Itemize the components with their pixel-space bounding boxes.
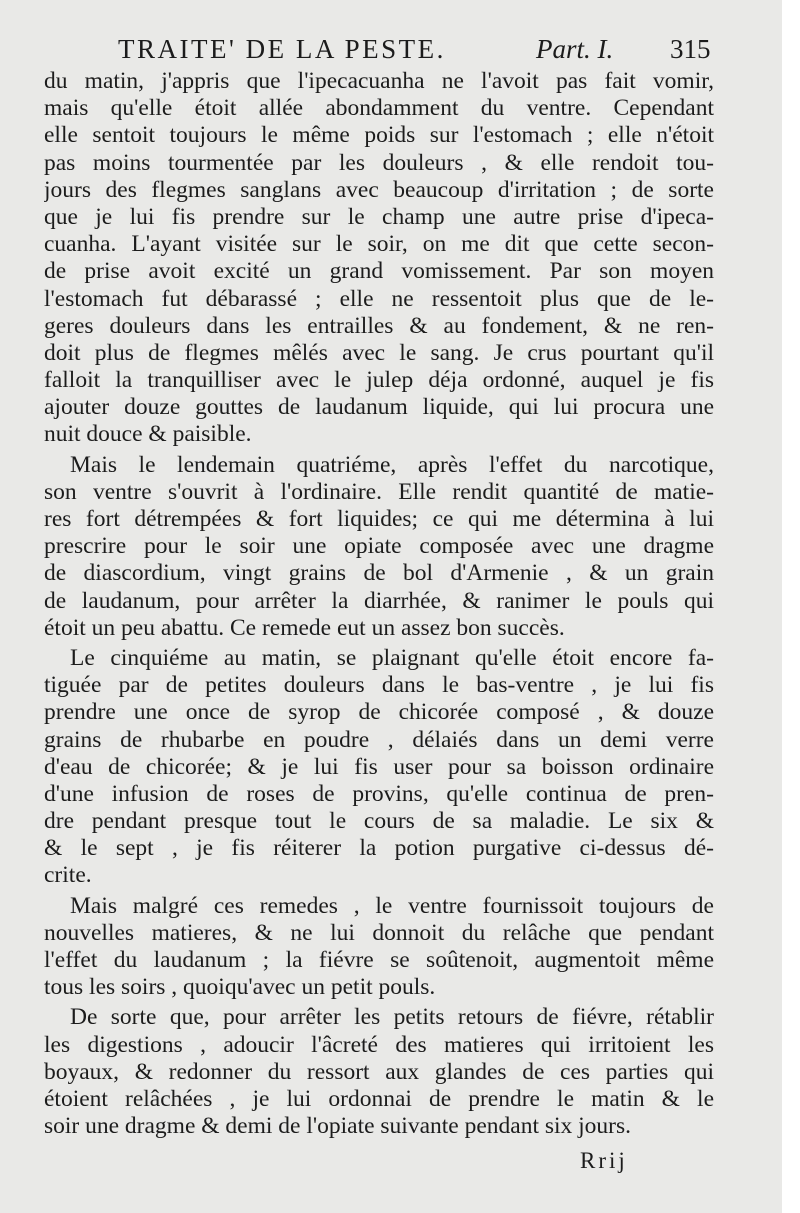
text-line: l'estomach fut débarassé ; elle ne ressentoit plus que de le-	[44, 285, 714, 312]
text-line: d'une infusion de roses de provins, qu'elle continua de pren-	[44, 780, 714, 807]
text-line: Mais le lendemain quatriéme, après l'effet du narcotique,	[70, 451, 714, 478]
text-line: prendre une once de syrop de chicorée composé , & douze	[44, 699, 714, 726]
text-line: nuit douce & paisible.	[44, 421, 252, 448]
text-line: crite.	[44, 862, 92, 889]
running-header	[118, 34, 718, 72]
paragraph	[44, 1004, 714, 1140]
text-line: & le sept , je fis réiterer la potion purgative ci-dessus dé-	[44, 835, 714, 862]
text-line: boyaux, & redonner du ressort aux glandes de ces parties qui	[44, 1058, 714, 1085]
page-number: 315	[670, 34, 711, 64]
text-line: étoit un peu abattu. Ce remede eut un assez bon succès.	[44, 614, 565, 641]
text-line: dre pendant presque tout le cours de sa maladie. Le six &	[44, 808, 714, 835]
text-line: de diascordium, vingt grains de bol d'Armenie , & un grain	[44, 560, 714, 587]
paragraph	[44, 452, 714, 642]
text-line: De sorte que, pour arrêter les petits retours de fiévre, rétablir	[70, 1004, 714, 1031]
text-line: grains de rhubarbe en poudre , délaiés dans un demi verre	[44, 726, 714, 753]
text-line: son ventre s'ouvrit à l'ordinaire. Elle rendit quantité de matie-	[44, 478, 714, 505]
text-line: étoient relâchées , je lui ordonnai de prendre le matin & le	[44, 1085, 714, 1112]
text-line: doit plus de flegmes mêlés avec le sang. Je crus pourtant qu'il	[44, 339, 714, 366]
text-line: que je lui fis prendre sur le champ une autre prise d'ipeca-	[44, 203, 714, 230]
text-line: prescrire pour le soir une opiate composée avec une dragme	[44, 533, 714, 560]
text-line: de prise avoit excité un grand vomissement. Par son moyen	[44, 258, 714, 285]
text-line: jours des flegmes sanglans avec beaucoup d'irritation ; de sorte	[44, 176, 714, 203]
text-line: cuanha. L'ayant visitée sur le soir, on me dit que cette secon-	[44, 231, 714, 258]
text-line: Le cinquiéme au matin, se plaignant qu'elle étoit encore fa-	[70, 644, 714, 671]
signature-mark: Rrij	[580, 1148, 628, 1173]
text-line: res fort détrempées & fort liquides; ce qui me détermina à lui	[44, 506, 714, 532]
text-line: tiguée par de petites douleurs dans le bas-ventre , je lui fis	[44, 672, 714, 699]
text-line: les digestions , adoucir l'âcreté des matieres qui irritoient les	[44, 1031, 714, 1058]
text-line: de laudanum, pour arrêter la diarrhée, & ranimer le pouls qui	[44, 587, 714, 614]
body-text	[44, 68, 714, 1140]
text-line: elle sentoit toujours le même poids sur l'estomach ; elle n'étoit	[44, 122, 714, 149]
text-line: pas moins tourmentée par les douleurs , & elle rendoit tou-	[44, 149, 714, 176]
part-label: Part. I.	[536, 34, 614, 64]
text-line: mais qu'elle étoit allée abondamment du ventre. Cependant	[44, 95, 714, 122]
paragraph	[44, 893, 714, 1002]
text-line: ajouter douze gouttes de laudanum liquide, qui lui procura une	[44, 394, 714, 421]
paragraph	[44, 68, 714, 449]
running-title: TRAITE' DE LA PESTE.	[118, 34, 446, 64]
text-line: soir une dragme & demi de l'opiate suivante pendant six jours.	[44, 1113, 632, 1140]
text-line: du matin, j'appris que l'ipecacuanha ne l'avoit pas fait vomir,	[44, 68, 714, 94]
text-line: Mais malgré ces remedes , le ventre fournissoit toujours de	[70, 892, 714, 919]
paragraph	[44, 645, 714, 890]
page-edge	[782, 0, 800, 1213]
text-line: d'eau de chicorée; & je lui fis user pour sa boisson ordinaire	[44, 753, 714, 780]
text-line: l'effet du laudanum ; la fiévre se soûtenoit, augmentoit même	[44, 947, 714, 973]
text-line: tous les soirs , quoiqu'avec un petit pouls.	[44, 974, 436, 1001]
text-line: falloit la tranquilliser avec le julep déja ordonné, auquel je fis	[44, 367, 714, 394]
text-line: nouvelles matieres, & ne lui donnoit du relâche que pendant	[44, 919, 714, 946]
text-line: geres douleurs dans les entrailles & au fondement, & ne ren-	[44, 312, 714, 339]
